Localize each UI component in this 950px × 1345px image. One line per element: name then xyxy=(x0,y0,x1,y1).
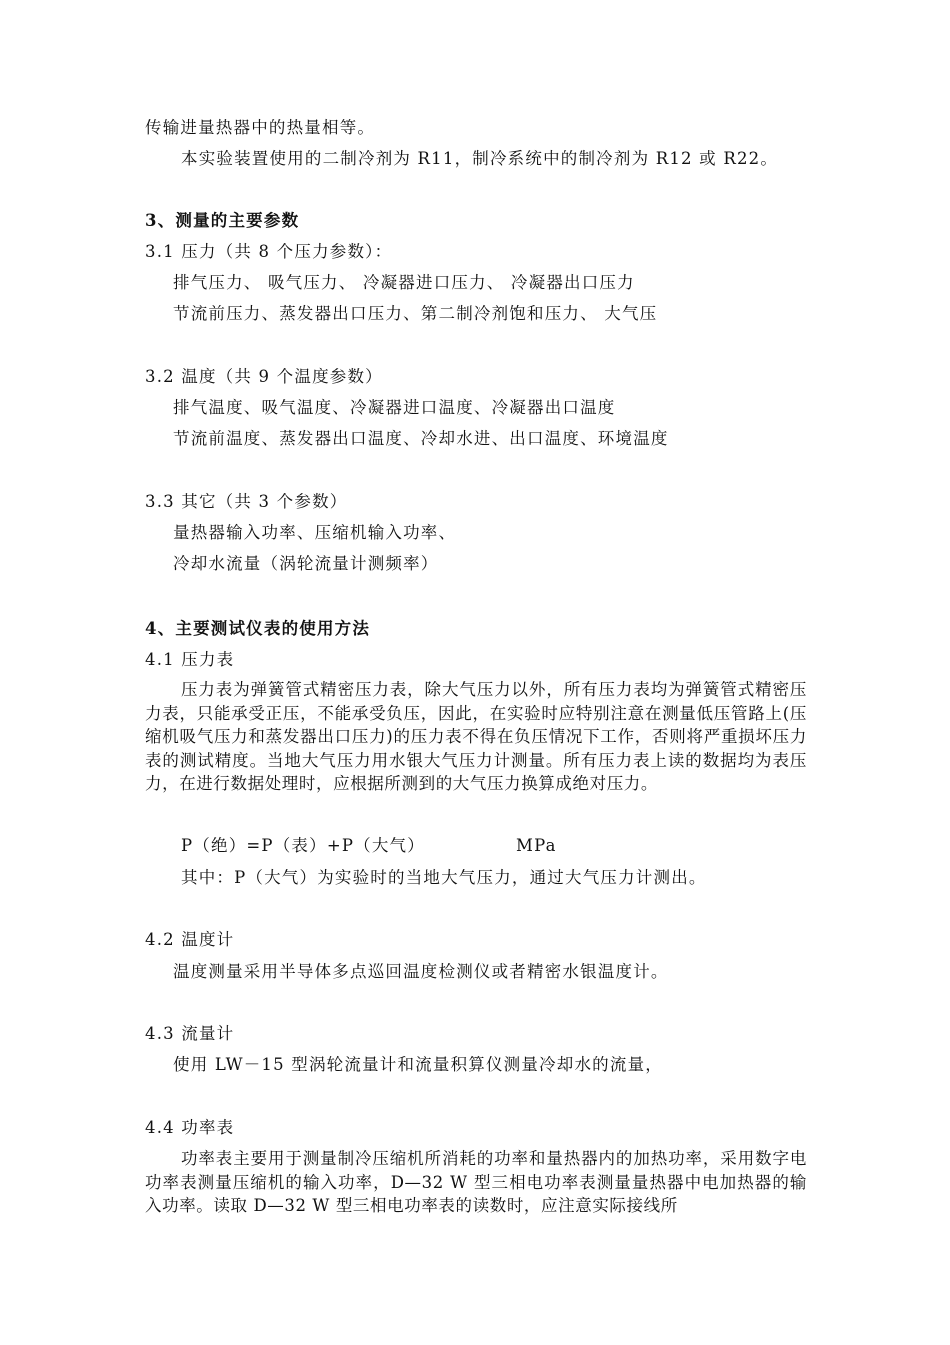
section-3-1-heading: 3.1 压力（共 8 个压力参数）： xyxy=(145,242,393,261)
pressure-unit: MPa xyxy=(516,836,557,855)
temperature-list-row-2: 节流前温度、蒸发器出口温度、冷却水进、出口温度、环境温度 xyxy=(173,429,669,448)
power-meter-paragraph xyxy=(145,1147,807,1218)
pressure-note: 其中：P（大气）为实验时的当地大气压力，通过大气压力计测出。 xyxy=(181,868,707,887)
pressure-list-row-1: 排气压力、 吸气压力、 冷凝器进口压力、 冷凝器出口压力 xyxy=(173,273,635,292)
power-meter-text: 功率表主要用于测量制冷压缩机所消耗的功率和量热器内的加热功率，采用数字电功率表测量压缩机的输入功率，D—32 W 型三相电功率表测量量热器中电加热器的输入功率。读取 D—32 W 型三相电功率表的读数时，应注意实际接线所 xyxy=(145,1149,807,1216)
section-3-2-heading: 3.2 温度（共 9 个温度参数） xyxy=(145,367,383,386)
pressure-list-row-2: 节流前压力、蒸发器出口压力、第二制冷剂饱和压力、 大气压 xyxy=(173,304,658,323)
section-3-title: 3、测量的主要参数 xyxy=(145,211,300,230)
section-4-title: 4、主要测试仪表的使用方法 xyxy=(145,619,371,638)
intro-line-1: 传输进量热器中的热量相等。 xyxy=(145,118,376,137)
pressure-gauge-text: 压力表为弹簧管式精密压力表，除大气压力以外，所有压力表均为弹簧管式精密压力表，只能承受正压，不能承受负压，因此，在实验时应特别注意在测量低压管路上(压缩机吸气压力和蒸发器出口压力)的压力表不得在负压情况下工作，否则将严重损坏压力表的测试精度。当地大气压力用水银大气压力计测量。所有压力表上读的数据均为表压力，在进行数据处理时，应根据所测到的大气压力换算成绝对压力。 xyxy=(145,680,807,794)
temperature-list-row-1: 排气温度、吸气温度、冷凝器进口温度、冷凝器出口温度 xyxy=(173,398,616,417)
thermometer-text: 温度测量采用半导体多点巡回温度检测仪或者精密水银温度计。 xyxy=(173,962,669,981)
other-list-row-2: 冷却水流量（涡轮流量计测频率） xyxy=(173,554,439,573)
section-3-3-heading: 3.3 其它（共 3 个参数） xyxy=(145,492,348,511)
section-4-4-heading: 4.4 功率表 xyxy=(145,1118,235,1137)
other-list-row-1: 量热器输入功率、压缩机输入功率、 xyxy=(173,523,457,542)
section-4-2-heading: 4.2 温度计 xyxy=(145,930,235,949)
section-4-1-heading: 4.1 压力表 xyxy=(145,650,235,669)
section-4-3-heading: 4.3 流量计 xyxy=(145,1024,235,1043)
intro-line-2: 本实验装置使用的二制冷剂为 R11，制冷系统中的制冷剂为 R12 或 R22。 xyxy=(181,149,779,168)
pressure-gauge-paragraph xyxy=(145,678,807,796)
flowmeter-text: 使用 LW－15 型涡轮流量计和流量积算仪测量冷却水的流量， xyxy=(173,1055,663,1074)
pressure-formula: P（绝）=P（表）+P（大气） xyxy=(181,836,425,855)
